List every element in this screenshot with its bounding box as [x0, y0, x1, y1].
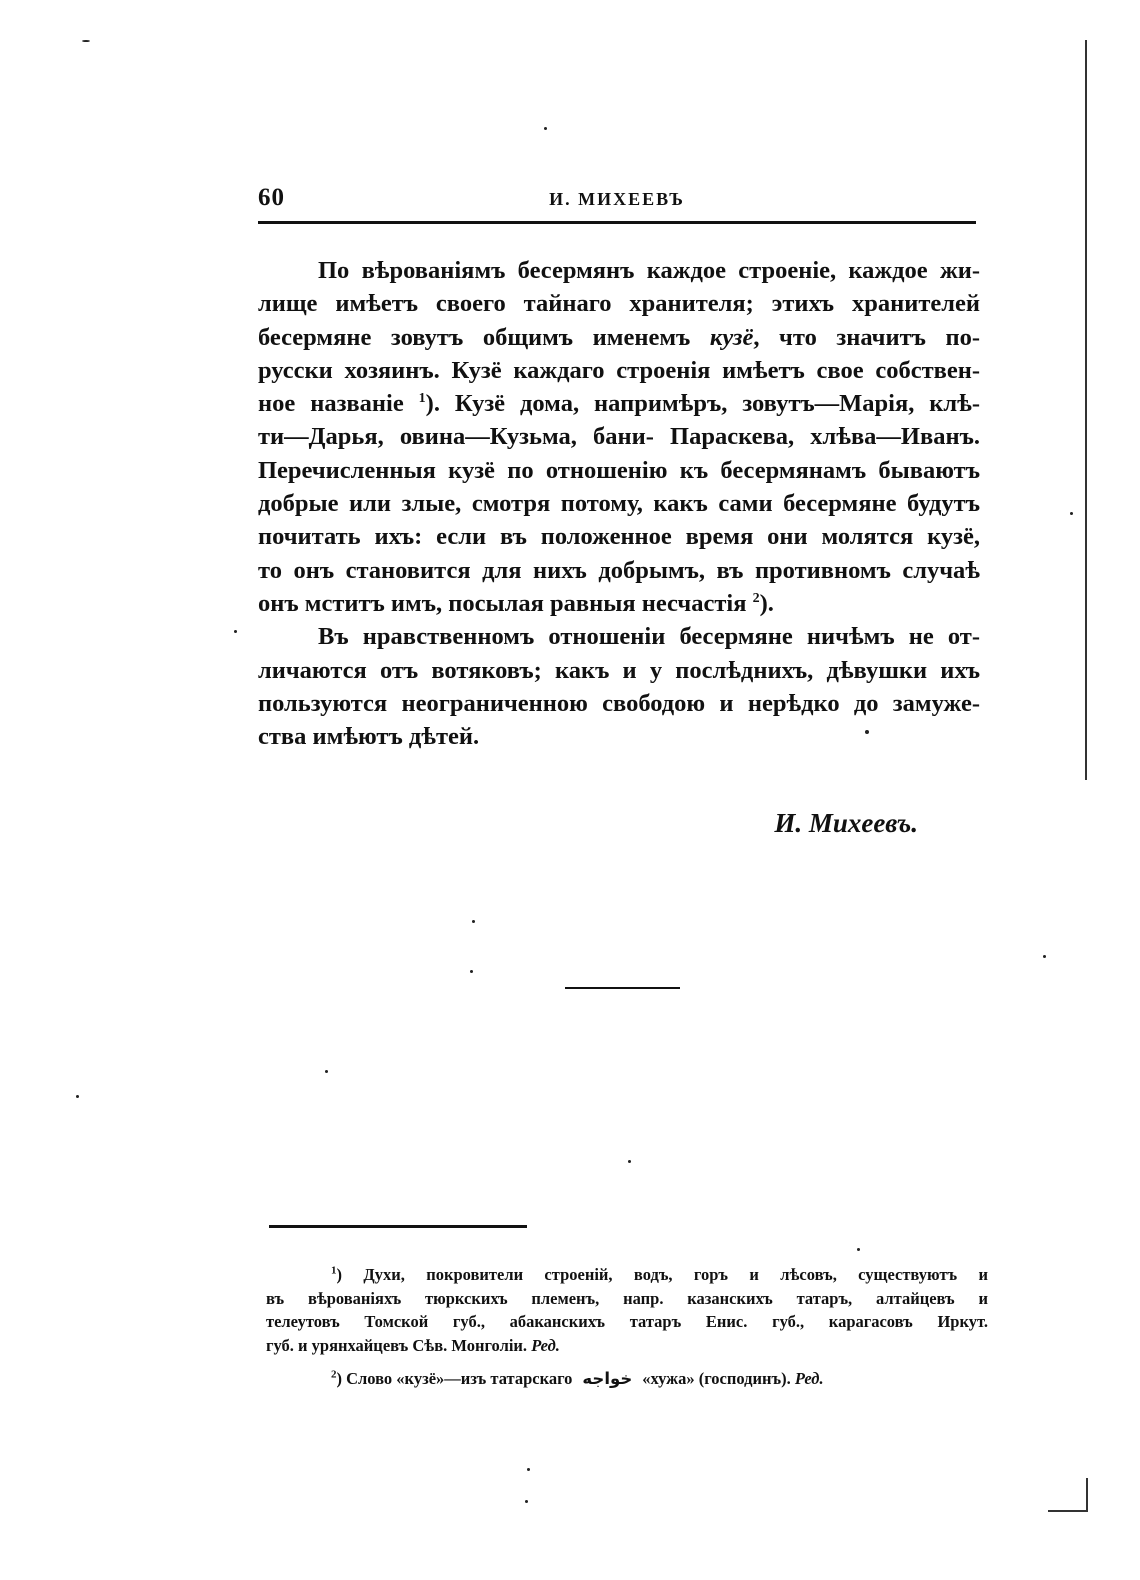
footnote-reference: 2	[752, 590, 760, 606]
text-line	[258, 587, 980, 620]
text-line: пользуются неограниченною свободою и нерѣдко до замуже-	[258, 689, 980, 717]
footnote-line: телеутовъ Томской губ., абаканскихъ татаръ Енис. губ., карагасовъ Иркут.	[266, 1312, 988, 1331]
scan-speck	[472, 920, 475, 923]
scan-corner-mark	[1048, 1478, 1088, 1512]
editor-note: Ред.	[794, 1369, 824, 1388]
scan-speck	[1043, 955, 1046, 958]
scan-speck	[527, 1468, 530, 1471]
scan-edge-line	[1085, 40, 1087, 780]
scan-speck	[325, 1070, 328, 1073]
footnote-line	[266, 1334, 988, 1358]
scan-speck	[857, 1248, 860, 1251]
italic-term: кузё	[709, 323, 754, 351]
footnote-mark: 1	[331, 1264, 337, 1277]
text-line: ти—Дарья, овина—Кузьма, бани- Параскева, хлѣва—Иванъ.	[258, 423, 980, 451]
footnote-reference: 1	[418, 391, 426, 407]
scan-speck	[82, 40, 90, 42]
footnotes	[266, 1263, 988, 1391]
header-rule	[258, 221, 976, 224]
text-fragment: ). Кузё дома, напримѣръ, зовутъ—Марія, клѣ-	[425, 390, 981, 418]
text-line: почитать ихъ: если въ положенное время они молятся кузё,	[258, 523, 980, 551]
paragraph-1	[258, 254, 980, 620]
text-line: Перечисленныя кузё по отношенію къ бесермянамъ бываютъ	[258, 456, 980, 484]
page-number: 60	[258, 184, 285, 211]
running-header	[258, 184, 976, 224]
text-fragment: ное названіе	[258, 390, 404, 418]
arabic-word: خواجه	[582, 1369, 633, 1388]
text-line	[258, 321, 980, 354]
text-line: По вѣрованіямъ бесермянъ каждое строеніе, каждое жи-	[318, 257, 980, 284]
text-line: ства имѣютъ дѣтей.	[258, 723, 480, 751]
text-fragment: ) Духи, покровители строеній, водъ, горъ и лѣсовъ, существуютъ и	[336, 1265, 988, 1284]
text-line: личаются отъ вотяковъ; какъ и у послѣднихъ, дѣвушки ихъ	[258, 656, 980, 684]
text-fragment: бесермяне зовутъ общимъ именемъ	[258, 323, 691, 351]
scan-speck	[544, 127, 547, 130]
author-signature: И. Михеевъ.	[774, 808, 918, 838]
footnote-line	[266, 1263, 988, 1287]
scan-speck	[628, 1160, 631, 1163]
text-line: то онъ становится для нихъ добрымъ, въ противномъ случаѣ	[258, 556, 980, 584]
footnote-rule	[269, 1225, 527, 1228]
scan-speck	[1070, 512, 1073, 515]
footnote-2	[266, 1367, 988, 1391]
main-text	[258, 254, 980, 753]
text-line: лище имѣетъ своего тайнаго хранителя; этихъ хранителей	[258, 290, 980, 318]
text-line	[258, 387, 980, 420]
end-rule	[565, 987, 680, 989]
text-line: русски хозяинъ. Кузё каждаго строенія имѣетъ свое собствен-	[258, 356, 980, 384]
footnote-line	[266, 1367, 988, 1391]
scan-speck	[470, 970, 473, 973]
text-line: Въ нравственномъ отношеніи бесермяне ничѣмъ не от-	[318, 623, 980, 651]
running-title: И. МИХЕЕВЪ	[549, 189, 685, 209]
footnote-1	[266, 1263, 988, 1357]
footnote-mark: 2	[331, 1368, 337, 1381]
text-fragment: ).	[759, 589, 774, 617]
scan-speck	[234, 630, 237, 633]
scan-speck	[76, 1095, 79, 1098]
text-fragment: онъ мститъ имъ, посылая равныя несчастія	[258, 589, 747, 617]
text-fragment: «хужа» (господинъ).	[642, 1369, 791, 1388]
scan-speck	[525, 1500, 528, 1503]
text-line: добрые или злые, смотря потому, какъ сами бесермяне будутъ	[258, 490, 980, 518]
scan-speck	[865, 730, 869, 734]
footnote-line: въ вѣрованіяхъ тюркскихъ племенъ, напр. казанскихъ татаръ, алтайцевъ и	[266, 1288, 988, 1308]
editor-note: Ред.	[531, 1335, 560, 1355]
text-fragment: губ. и урянхайцевъ Сѣв. Монголіи.	[266, 1335, 528, 1355]
text-fragment: , что значитъ по-	[753, 323, 981, 351]
text-fragment: ) Слово «кузё»—изъ татарскаго	[336, 1369, 573, 1388]
paragraph-2	[258, 620, 980, 753]
